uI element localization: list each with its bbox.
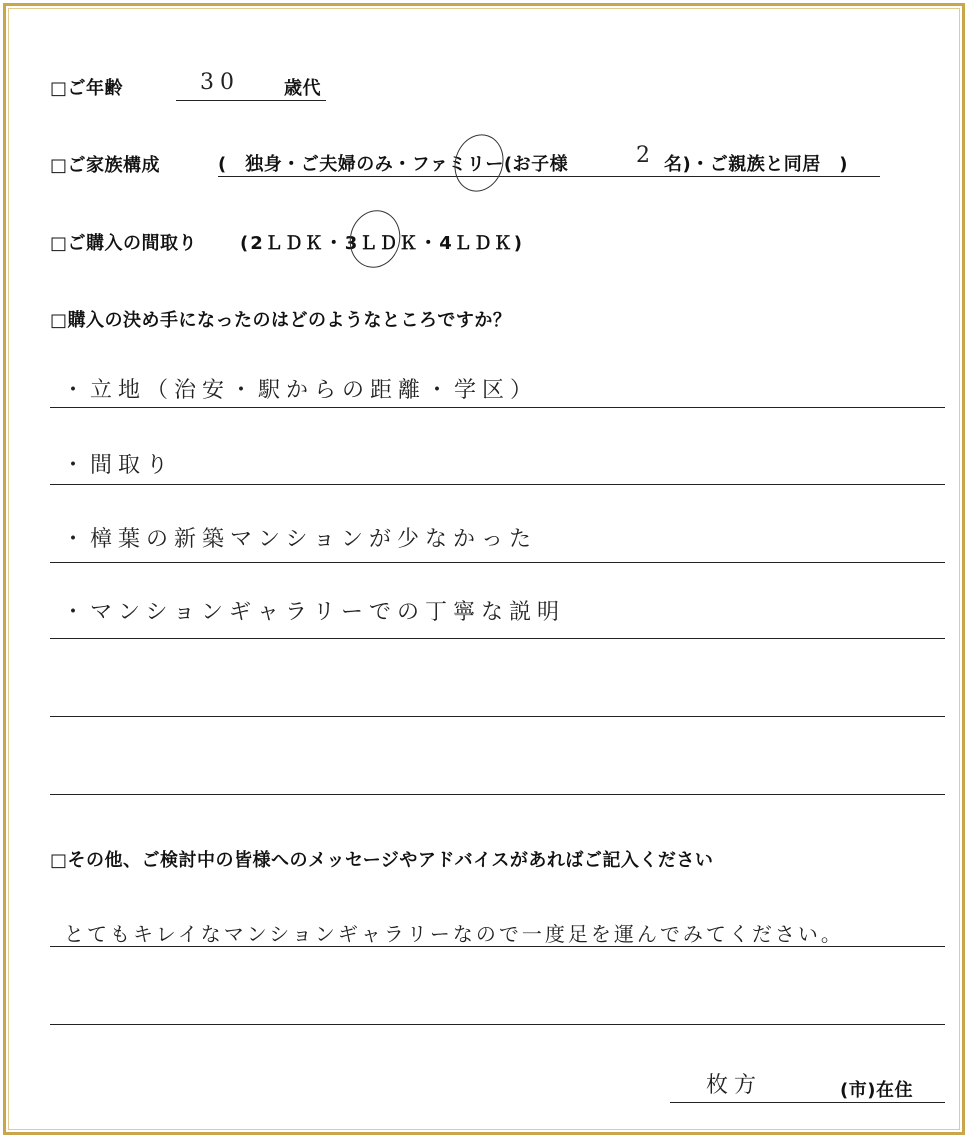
family-children-count: 2 [636, 143, 656, 168]
message-line-2 [50, 1024, 945, 1025]
reason-answer-4: ・マンションギャラリーでの丁寧な説明 [62, 600, 566, 625]
answer-line-3 [50, 562, 945, 563]
family-underline [218, 176, 880, 177]
answer-line-2 [50, 484, 945, 485]
family-options-before: ( 独身・ご夫婦のみ・ファミリー(お子様 [218, 154, 569, 175]
answer-line-5 [50, 716, 945, 717]
answer-line-1 [50, 407, 945, 408]
reason-answer-1: ・立地（治安・駅からの距離・学区） [62, 378, 539, 403]
residence-suffix: (市)在住 [840, 1080, 913, 1101]
residence-city: 枚方 [706, 1073, 763, 1098]
age-underline [176, 100, 326, 101]
message-line-1 [50, 946, 945, 947]
layout-options: (2ＬＤＫ・3ＬＤＫ・4ＬＤＫ) [240, 233, 525, 254]
reason-answer-2: ・間取り [62, 453, 175, 478]
message-answer: とてもキレイなマンションギャラリーなので一度足を運んでみてください。 [64, 922, 844, 946]
message-question: □その他、ご検討中の皆様へのメッセージやアドバイスがあればご記入ください [50, 850, 714, 871]
answer-line-6 [50, 794, 945, 795]
reason-question: □購入の決め手になったのはどのようなところですか？ [50, 310, 512, 331]
family-options-after: 名)・ご親族と同居 ) [664, 154, 848, 175]
age-suffix: 歳代 [284, 78, 321, 99]
residence-underline [670, 1102, 945, 1103]
reason-answer-3: ・樟葉の新築マンションが少なかった [62, 527, 538, 552]
family-label: □ご家族構成 [50, 155, 161, 176]
answer-line-4 [50, 638, 945, 639]
layout-label: □ご購入の間取り [50, 233, 198, 254]
age-value: 30 [200, 70, 240, 95]
age-label: □ご年齢 [50, 78, 124, 99]
